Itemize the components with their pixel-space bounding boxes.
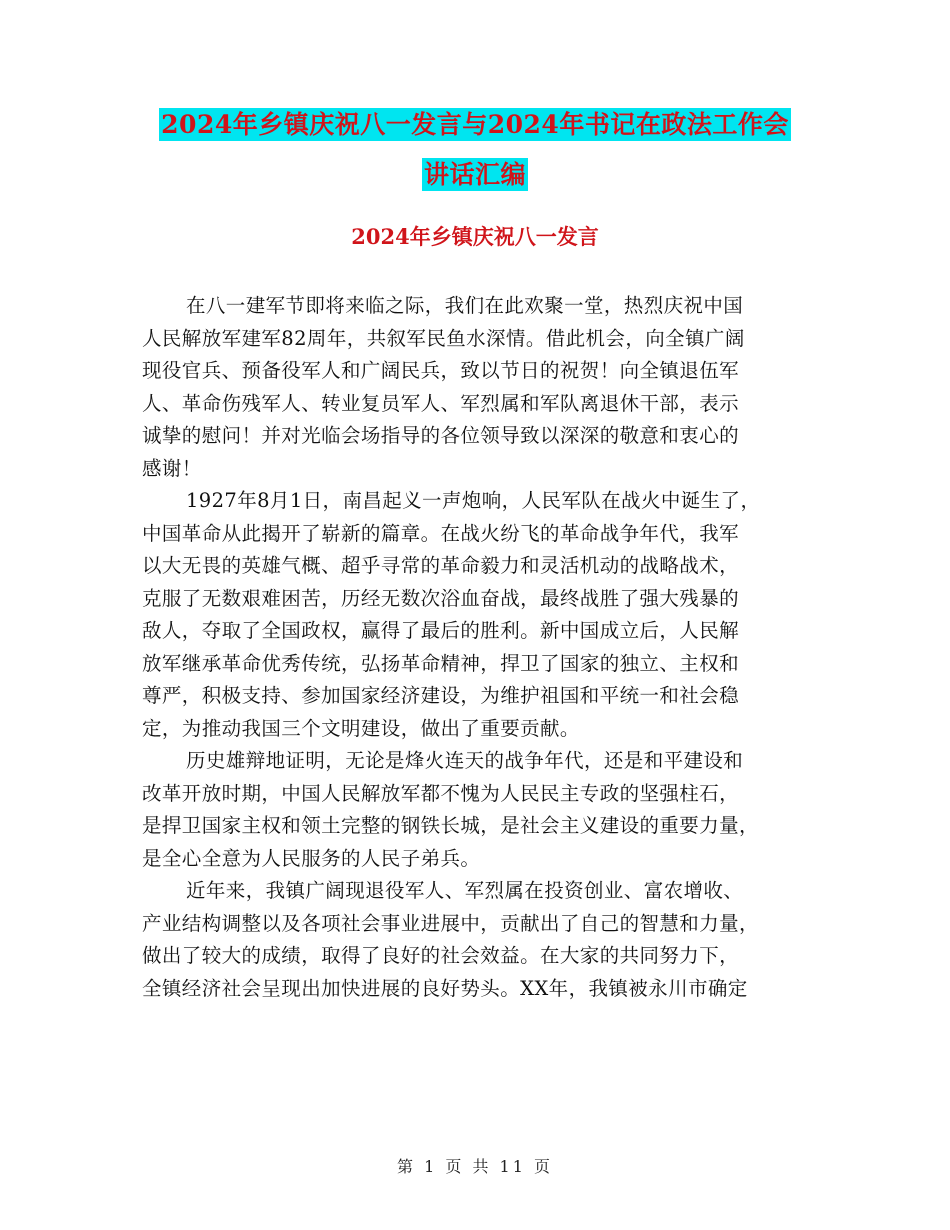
body-line: 历史雄辩地证明，无论是烽火连天的战争年代，还是和平建设和 <box>186 749 744 772</box>
body-line: 现役官兵、预备役军人和广阔民兵，致以节日的祝贺！向全镇退伍军 <box>142 359 740 382</box>
body-line: 做出了较大的成绩，取得了良好的社会效益。在大家的共同努力下， <box>142 944 740 967</box>
body-line: 敌人，夺取了全国政权，赢得了最后的胜利。新中国成立后，人民解 <box>142 619 740 642</box>
document-title <box>0 108 950 191</box>
body-line: 改革开放时期，中国人民解放军都不愧为人民民主专政的坚强柱石， <box>142 781 740 805</box>
body-line: 是捍卫国家主权和领土完整的钢铁长城，是社会主义建设的重要力量， <box>142 814 759 837</box>
body-line: 1927年8月1日，南昌起义一声炮响，人民军队在战火中诞生了， <box>186 489 761 512</box>
body-line: 在八一建军节即将来临之际，我们在此欢聚一堂，热烈庆祝中国 <box>186 294 744 317</box>
body-line: 中国革命从此揭开了崭新的篇章。在战火纷飞的革命战争年代，我军 <box>142 521 740 545</box>
body-text <box>142 290 810 1005</box>
title-line-2: 讲话汇编 <box>423 160 526 189</box>
body-line: 人、革命伤残军人、转业复员军人、军烈属和军队离退休干部，表示 <box>142 391 740 415</box>
section-heading: 2024年乡镇庆祝八一发言 <box>351 224 599 249</box>
body-line: 人民解放军建军82周年，共叙军民鱼水深情。借此机会，向全镇广阔 <box>142 326 745 350</box>
body-line: 定，为推动我国三个文明建设，做出了重要贡献。 <box>142 716 580 740</box>
body-line: 产业结构调整以及各项社会事业进展中，贡献出了自己的智慧和力量， <box>142 911 759 935</box>
page-footer: 第 1 页 共 11 页 <box>397 1157 553 1176</box>
body-line: 放军继承革命优秀传统，弘扬革命精神，捍卫了国家的独立、主权和 <box>142 651 740 675</box>
title-line-1: 2024年乡镇庆祝八一发言与2024年书记在政法工作会 <box>161 110 789 139</box>
body-line: 诚挚的慰问！并对光临会场指导的各位领导致以深深的敬意和衷心的 <box>142 424 740 447</box>
body-line: 以大无畏的英雄气概、超乎寻常的革命毅力和灵活机动的战略战术， <box>142 554 740 577</box>
body-line: 感谢！ <box>142 456 202 480</box>
body-line: 是全心全意为人民服务的人民子弟兵。 <box>142 846 481 870</box>
body-line: 全镇经济社会呈现出加快进展的良好势头。XX年，我镇被永川市确定 <box>142 976 748 1000</box>
body-line: 克服了无数艰难困苦，历经无数次浴血奋战，最终战胜了强大残暴的 <box>142 586 740 610</box>
body-line: 近年来，我镇广阔现退役军人、军烈属在投资创业、富农增收、 <box>186 879 744 902</box>
body-line: 尊严，积极支持、参加国家经济建设，为维护祖国和平统一和社会稳 <box>142 684 740 707</box>
